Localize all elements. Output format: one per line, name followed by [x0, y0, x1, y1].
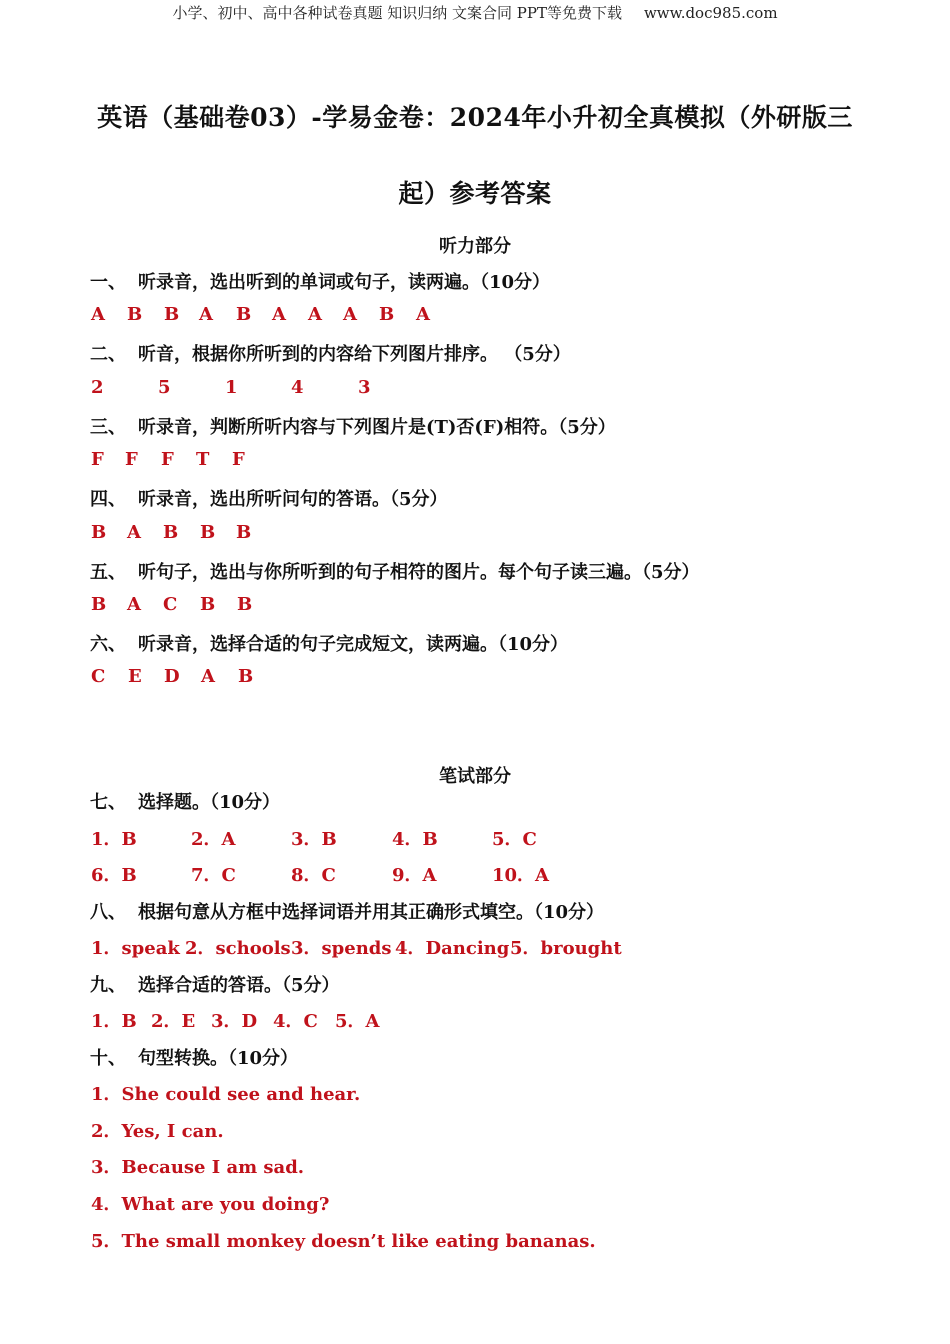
- section-text: 听音，根据你所听到的内容给下列图片排序。 （5分）: [138, 344, 571, 365]
- answer: T: [196, 449, 210, 470]
- section-6-question: [90, 630, 568, 656]
- answer: 4．C: [273, 1011, 318, 1032]
- answer: B: [236, 304, 252, 325]
- section-3-question: [90, 413, 616, 439]
- section-number: 一、: [90, 272, 126, 293]
- listening-heading: 听力部分: [439, 236, 511, 257]
- answer: A: [272, 304, 286, 325]
- header-text: 小学、初中、高中各种试卷真题 知识归纳 文案合同 PPT等免费下载: [172, 4, 622, 22]
- section-text: 听录音，选出所听问句的答语。（5分）: [138, 489, 448, 510]
- answer: F: [232, 449, 245, 470]
- section-text: 选择合适的答语。（5分）: [138, 975, 340, 996]
- answer: 3．D: [211, 1011, 258, 1032]
- answer: 2: [91, 377, 104, 398]
- section-10-answer-2: 2．Yes, I can.: [91, 1121, 224, 1142]
- answer: B: [200, 594, 216, 615]
- section-text: 选择题。（10分）: [138, 792, 281, 813]
- answer: A: [199, 304, 213, 325]
- answer: 4．B: [392, 829, 438, 850]
- answer: C: [163, 594, 178, 615]
- section-text: 句型转换。（10分）: [138, 1048, 299, 1069]
- answer: 1．B: [91, 829, 137, 850]
- answer: B: [164, 304, 180, 325]
- section-text: 听录音，选出听到的单词或句子，读两遍。（10分）: [138, 272, 551, 293]
- answer: B: [91, 522, 107, 543]
- answer: 1．speak: [91, 938, 180, 959]
- section-text: 根据句意从方框中选择词语并用其正确形式填空。（10分）: [138, 902, 605, 923]
- title-line-1: 英语（基础卷03）-学易金卷：2024年小升初全真模拟（外研版三: [97, 103, 853, 132]
- answer: B: [379, 304, 395, 325]
- answer: B: [237, 594, 253, 615]
- answer: 10．A: [492, 865, 550, 886]
- answer: 5: [158, 377, 171, 398]
- answer: 3: [358, 377, 371, 398]
- section-number: 十、: [90, 1048, 126, 1069]
- answer: 3．spends: [291, 938, 392, 959]
- title-line-2: 起）参考答案: [398, 179, 552, 208]
- answer: 4．Dancing: [395, 938, 510, 959]
- section-10-answer-3: 3．Because I am sad.: [91, 1157, 305, 1178]
- section-8-question: [90, 898, 604, 924]
- answer: F: [91, 449, 104, 470]
- header-site[interactable]: www.doc985.com: [643, 4, 778, 22]
- answer: A: [201, 666, 215, 687]
- answer: 4: [291, 377, 304, 398]
- section-text: 听录音，选择合适的句子完成短文，读两遍。（10分）: [138, 634, 569, 655]
- section-number: 七、: [90, 792, 126, 813]
- answer: B: [200, 522, 216, 543]
- answer: C: [91, 666, 106, 687]
- page-header: [0, 2, 950, 23]
- answer: F: [125, 449, 138, 470]
- answer: E: [128, 666, 142, 687]
- answer: A: [416, 304, 430, 325]
- section-text: 听录音，判断所听内容与下列图片是(T)否(F)相符。（5分）: [138, 417, 616, 438]
- answer: 7．C: [191, 865, 236, 886]
- section-10-answer-4: 4．What are you doing?: [91, 1194, 330, 1215]
- section-1-question: [90, 268, 550, 294]
- answer: 2．schools: [185, 938, 291, 959]
- section-number: 八、: [90, 902, 126, 923]
- section-7-question: [90, 788, 280, 814]
- section-4-question: [90, 485, 448, 511]
- answer: B: [127, 304, 143, 325]
- section-number: 六、: [90, 634, 126, 655]
- answer: A: [343, 304, 357, 325]
- section-10-question: [90, 1044, 298, 1070]
- writing-heading: 笔试部分: [439, 766, 511, 787]
- section-10-answer-1: 1．She could see and hear.: [91, 1084, 361, 1105]
- answer: 2．E: [151, 1011, 196, 1032]
- answer: 2．A: [191, 829, 236, 850]
- section-9-question: [90, 971, 340, 997]
- answer: 5．brought: [510, 938, 622, 959]
- answer: B: [236, 522, 252, 543]
- answer: A: [308, 304, 322, 325]
- answer: 9．A: [392, 865, 437, 886]
- answer: 5．A: [335, 1011, 380, 1032]
- section-text: 听句子，选出与你所听到的句子相符的图片。每个句子读三遍。（5分）: [138, 562, 700, 583]
- answer: A: [127, 522, 141, 543]
- section-number: 五、: [90, 562, 126, 583]
- section-number: 二、: [90, 344, 126, 365]
- section-2-question: [90, 340, 571, 366]
- section-number: 九、: [90, 975, 126, 996]
- answer: A: [127, 594, 141, 615]
- section-number: 四、: [90, 489, 126, 510]
- answer: F: [161, 449, 174, 470]
- answer: 5．C: [492, 829, 537, 850]
- answer: 1．B: [91, 1011, 137, 1032]
- section-5-question: [90, 558, 700, 584]
- answer: 6．B: [91, 865, 137, 886]
- answer: 8．C: [291, 865, 336, 886]
- answer: A: [91, 304, 105, 325]
- section-10-answer-5: 5．The small monkey doesn’t like eating bananas.: [91, 1231, 596, 1252]
- answer: B: [91, 594, 107, 615]
- answer: 1: [225, 377, 238, 398]
- answer: 3．B: [291, 829, 337, 850]
- answer: B: [238, 666, 254, 687]
- answer: D: [164, 666, 180, 687]
- answer: B: [163, 522, 179, 543]
- section-number: 三、: [90, 417, 126, 438]
